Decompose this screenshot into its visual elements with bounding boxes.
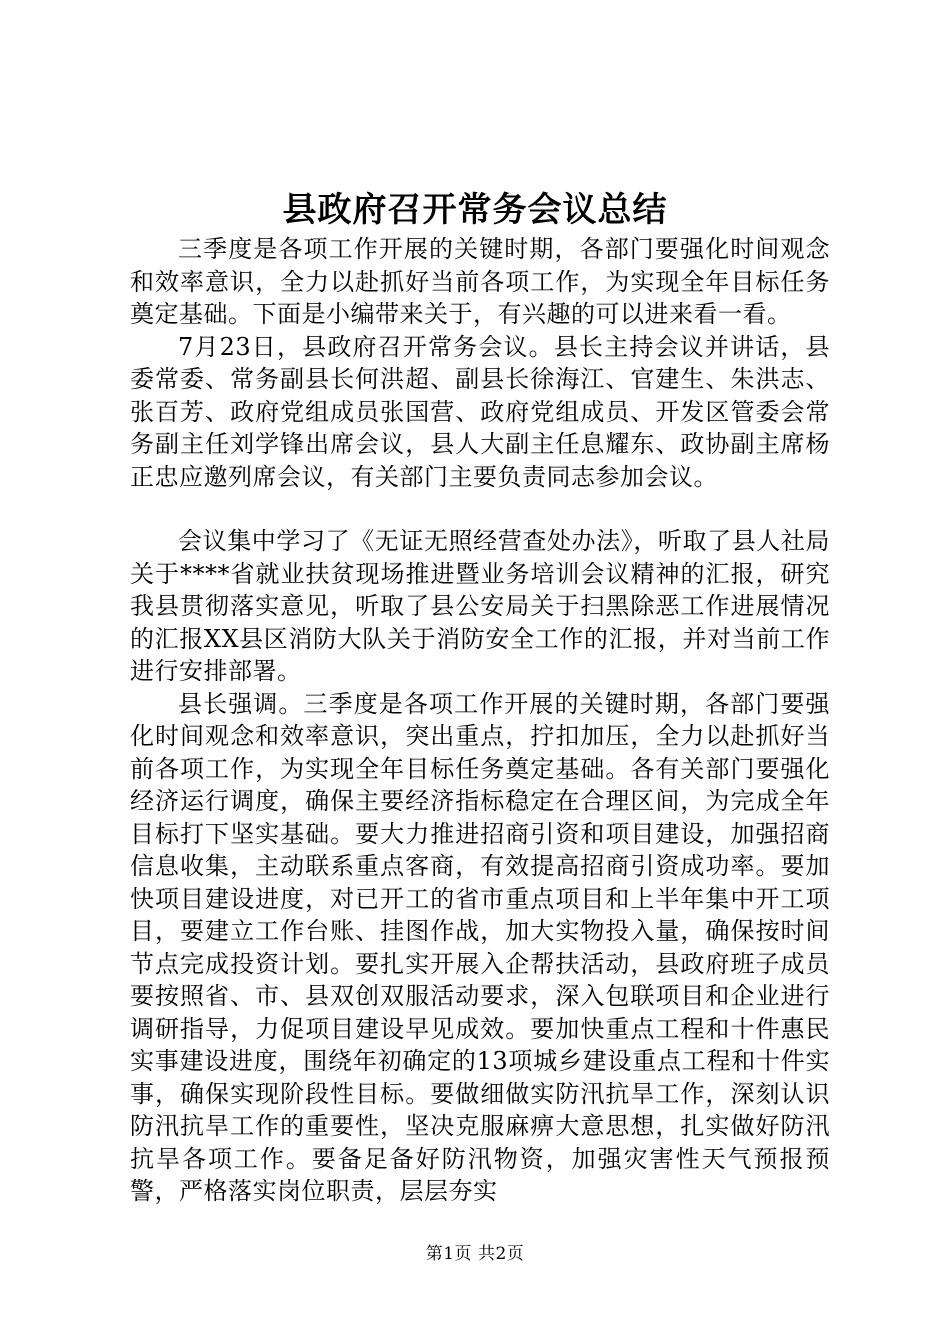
- paragraph-study: 会议集中学习了《无证无照经营查处办法》，听取了县人社局关于****省就业扶贫现场推进暨业务培训会议精神的汇报，研究我县贯彻落实意见，听取了县公安局关于扫黑除恶工作进展情况的汇报XX县区消防大队关于消防安全工作的汇报，并对当前工作进行安排部署。: [130, 527, 830, 685]
- paragraph-emphasis: 县长强调。三季度是各项工作开展的关键时期，各部门要强化时间观念和效率意识，突出重点，拧扣加压，全力以赴抓好当前各项工作，为实现全年目标任务奠定基础。各有关部门要强化经济运行调度，确保主要经济指标稳定在合理区间，为完成全年目标打下坚实基础。要大力推进招商引资和项目建设，加强招商信息收集，主动联系重点客商，有效提高招商引资成功率。要加快项目建设进度，对已开工的省市重点项目和上半年集中开工项目，要建立工作台账、挂图作战，加大实物投入量，确保按时间节点完成投资计划。要扎实开展入企帮扶活动，县政府班子成员要按照省、市、县双创双服活动要求，深入包联项目和企业进行调研指导，力促项目建设早见成效。要加快重点工程和十件惠民实事建设进度，围绕年初确定的13项城乡建设重点工程和十件实事，确保实现阶段性目标。要做细做实防汛抗旱工作，深刻认识防汛抗旱工作的重要性，坚决克服麻痹大意思想，扎实做好防汛抗旱各项工作。要备足备好防汛物资，加强灾害性天气预报预警，严格落实岗位职责，层层夯实: [130, 689, 830, 1205]
- document-title: 县政府召开常务会议总结: [282, 190, 668, 230]
- paragraph-meeting: 7月23日，县政府召开常务会议。县长主持会议并讲话，县委常委、常务副县长何洪超、副县长徐海江、官建生、朱洪志、张百芳、政府党组成员张国营、政府党组成员、开发区管委会常务副主任刘学锋出席会议，县人大副主任息耀东、政协副主席杨正忠应邀列席会议，有关部门主要负责同志参加会议。: [130, 332, 830, 491]
- page-number-footer: 第1页 共2页: [425, 1244, 525, 1264]
- document-body: [130, 233, 830, 1208]
- paragraph-intro: 三季度是各项工作开展的关键时期，各部门要强化时间观念和效率意识，全力以赴抓好当前各项工作，为实现全年目标任务奠定基础。下面是小编带来关于，有兴趣的可以进来看一看。: [130, 235, 830, 328]
